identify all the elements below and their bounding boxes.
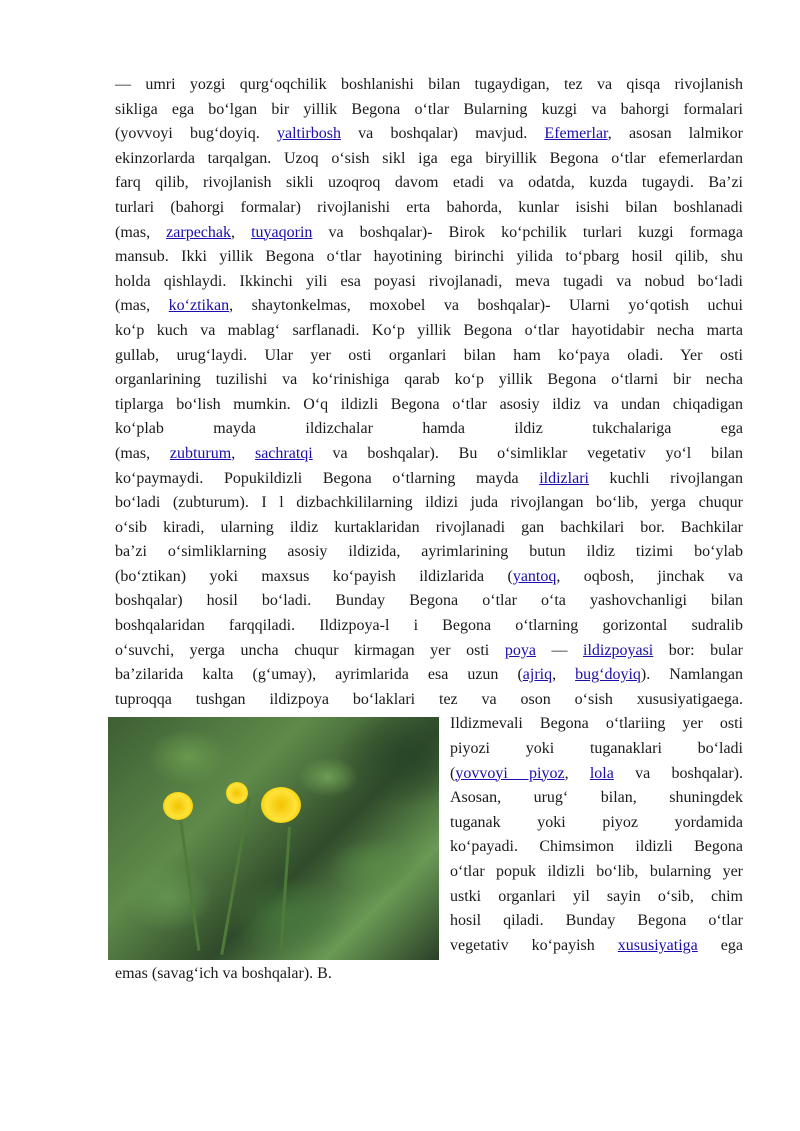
text-line: ustki organlari yil sayin o‘sib, chim (450, 887, 743, 905)
inline-link[interactable]: tuyaqorin (251, 223, 313, 241)
text-line: — umri yozgi qurg‘oqchilik boshlanishi bilan tugaydigan, tez va qisqa rivojlanish (115, 76, 743, 93)
flower-2 (226, 782, 248, 804)
closing-line: emas (savag‘ich va boshqalar). B. (115, 965, 332, 983)
text-line: o‘tlar popuk ildizli bo‘lib, bularning yer (450, 863, 743, 880)
text-line: o‘sib kiradi, ularning ildiz kurtaklaridan rivojlanadi gan bachkilari bor. Bachkilar (115, 518, 743, 536)
text-line: bo‘ladi (zubturum). I l dizbachkililarning ildizi juda rivojlangan bo‘lib, yerga chuqur (115, 494, 743, 512)
text-line: organlarining tuzilishi va ko‘rinishiga qarab ko‘p yillik Begona o‘tlarni bir necha (115, 371, 743, 389)
inline-link[interactable]: yantoq (512, 567, 557, 585)
inline-link[interactable]: zarpechak (166, 223, 232, 241)
inline-link[interactable]: sachratqi (254, 444, 313, 462)
inline-link[interactable]: poya (504, 641, 536, 659)
flower-3 (261, 787, 301, 823)
inline-link[interactable]: yovvoyi piyoz (455, 764, 565, 782)
text-line: vegetativ ko‘payish xususiyatiga ega (450, 936, 743, 954)
main-paragraph (115, 73, 743, 712)
text-line: Asosan, urug‘ bilan, shuningdek (450, 789, 743, 807)
text-line: ko‘payadi. Chimsimon ildizli Begona (450, 838, 743, 856)
text-line: ko‘plab mayda ildizchalar hamda ildiz tukchalariga ega (115, 420, 743, 438)
text-line: o‘suvchi, yerga uncha chuqur kirmagan yer osti poya — ildizpoyasi bor: bular (115, 641, 744, 659)
text-line: gullab, urug‘laydi. Ular yer osti organlari bilan ham ko‘paya oladi. Yer osti (115, 346, 743, 364)
inline-link[interactable]: zubturum (169, 444, 232, 462)
text-line: tuproqqa tushgan ildizpoya bo‘laklari tez va oson o‘sish xususiyatigaega. (115, 690, 743, 708)
inline-link[interactable]: Efemerlar (544, 125, 608, 143)
text-line: holda qishlaydi. Ikkinchi yili esa poyasi rivojlanadi, meva tugadi va nobud bo‘ladi (115, 272, 743, 290)
document-page (115, 73, 743, 982)
text-line: ko‘p kuch va mablag‘ sarflanadi. Ko‘p yillik Begona o‘tlar hayotidabir necha marta (115, 321, 743, 339)
text-line: ekinzorlarda tarqalgan. Uzoq o‘sish sikl iga ega biryillik Begona o‘tlar efemerlardan (115, 149, 743, 167)
text-line: (mas, ko‘ztikan, shaytonkelmas, moxobel va boshqalar)- Ularni yo‘qotish uchui (115, 297, 743, 315)
text-line: (yovvoyi bug‘doyiq. yaltirbosh va boshqalar) mavjud. Efemerlar, asosan lalmikor (115, 125, 744, 143)
text-line: mansub. Ikki yillik Begona o‘tlar hayotining birinchi yilida to‘pbarg hosil qilib, shu (115, 248, 743, 266)
dandelion-photo (108, 717, 439, 960)
right-text-column (450, 712, 743, 958)
inline-link[interactable]: ildizlari (539, 469, 589, 487)
text-line: ba’zi o‘simliklarning asosiy ildizida, ayrimlarining butun ildiz tizimi bo‘ylab (115, 543, 743, 561)
inline-link[interactable]: yaltirbosh (276, 125, 341, 143)
text-line: sikliga ega bo‘lgan bir yillik Begona o‘tlar Bularning kuzgi va bahorgi formalari (115, 100, 743, 118)
text-line: ko‘paymaydi. Popukildizli Begona o‘tlarning mayda ildizlari kuchli rivojlangan (115, 469, 744, 487)
text-line: tiplarga bo‘lish mumkin. O‘q ildizli Begona o‘tlar asosiy ildiz va undan chiqadigan (115, 395, 743, 413)
text-line: hosil qiladi. Bunday Begona o‘tlar (450, 912, 743, 930)
inline-link[interactable]: ildizpoyasi (583, 641, 654, 659)
text-line: Ildizmevali Begona o‘tlariing yer osti (450, 715, 743, 733)
text-line: turlari (bahorgi formalar) rivojlanishi erta bahorda, kunlar isishi bilan boshlanadi (115, 198, 743, 216)
inline-link[interactable]: lola (589, 764, 614, 782)
text-line: tuganak yoki piyoz yordamida (450, 813, 743, 831)
text-line: piyozi yoki tuganaklari bo‘ladi (450, 740, 743, 758)
text-line: ba’zilarida kalta (g‘umay), ayrimlarida esa uzun (ajriq, bug‘doyiq). Namlangan (115, 666, 744, 684)
text-line: (yovvoyi piyoz, lola va boshqalar). (450, 764, 743, 782)
text-line: boshqalar) hosil bo‘ladi. Bunday Begona o‘tlar o‘ta yashovchanligi bilan (115, 592, 743, 610)
text-line: farq qilib, rivojlanish sikli uzoqroq davom etadi va odatda, kuzda tugaydi. Ba’zi (115, 174, 743, 192)
inline-link[interactable]: ko‘ztikan (168, 297, 230, 315)
text-line: (mas, zarpechak, tuyaqorin va boshqalar)- Birok ko‘pchilik turlari kuzgi formaga (115, 223, 744, 241)
flower-1 (163, 792, 193, 820)
inline-link[interactable]: xususiyatiga (617, 936, 698, 954)
image-text-block (115, 712, 743, 982)
text-line: (bo‘ztikan) yoki maxsus ko‘payish ildizlarida (yantoq, oqbosh, jinchak va (115, 567, 744, 585)
inline-link[interactable]: ajriq (522, 666, 553, 684)
text-line: (mas, zubturum, sachratqi va boshqalar). Bu o‘simliklar vegetativ yo‘l bilan (115, 444, 743, 462)
text-line: boshqalaridan farqqiladi. Ildizpoya-l i Begona o‘tlarning gorizontal sudralib (115, 617, 743, 635)
inline-link[interactable]: bug‘doyiq (575, 666, 641, 684)
